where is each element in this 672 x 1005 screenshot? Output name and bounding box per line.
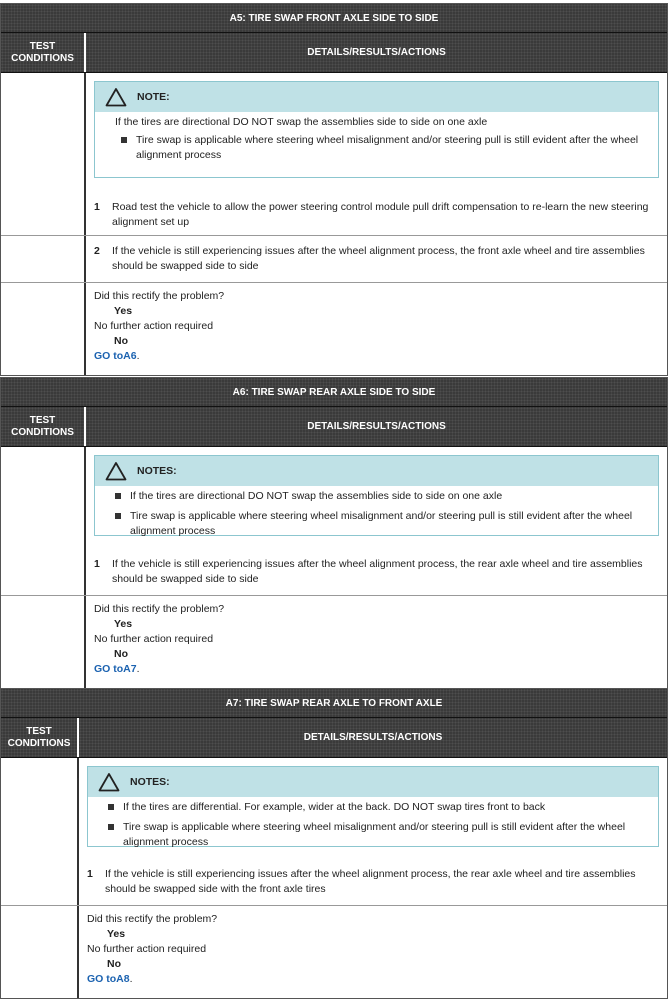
details-header: DETAILS/RESULTS/ACTIONS [303, 732, 443, 743]
test-conditions-header: TEST CONDITIONS [1, 718, 79, 757]
note-header [88, 767, 658, 797]
step-row [1, 447, 667, 596]
column-header-row [1, 33, 667, 73]
test-conditions-cell [1, 236, 86, 282]
column-header-row [1, 407, 667, 447]
step-number: 1 [87, 868, 93, 880]
warning-icon [98, 772, 120, 792]
goto-a7-link[interactable]: GO toA7 [94, 663, 137, 675]
yes-action: No further action required [87, 943, 207, 955]
note-bullet-text: If the tires are differential. For example, wider at the back. DO NOT swap tires front to back [123, 801, 546, 813]
test-conditions-cell [1, 906, 79, 998]
step-row [1, 73, 667, 236]
details-cell [86, 236, 667, 282]
note-title: NOTE: [137, 91, 170, 103]
note-bullet [115, 133, 650, 163]
bullet-icon [115, 513, 121, 519]
yes-action: No further action required [94, 320, 214, 332]
test-conditions-header: TEST CONDITIONS [1, 33, 86, 72]
note-text: If the tires are directional DO NOT swap the assemblies side to side on one axle [115, 116, 488, 128]
period: . [129, 973, 133, 985]
warning-icon [105, 87, 127, 107]
test-conditions-cell [1, 758, 79, 905]
section-a7 [0, 688, 668, 999]
note-bullet [108, 800, 650, 815]
step-text: Road test the vehicle to allow the power steering control module pull drift compensation to re-learn the new steering alignment set up [112, 201, 649, 228]
result-row [1, 906, 667, 998]
bullet-icon [108, 824, 114, 830]
note-bullet-text: If the tires are directional DO NOT swap the assemblies side to side on one axle [130, 490, 503, 502]
note-bullet-text: Tire swap is applicable where steering wheel misalignment and/or steering pull is still evident after the wheel alignment process [123, 821, 626, 848]
bullet-icon [115, 493, 121, 499]
warning-icon [105, 461, 127, 481]
question-text: Did this rectify the problem? [94, 603, 225, 615]
column-header-row [1, 718, 667, 758]
yes-label: Yes [107, 928, 126, 940]
details-cell [86, 447, 667, 595]
no-label: No [114, 648, 128, 660]
note-header [95, 456, 658, 486]
step-item [94, 557, 659, 587]
step-item [94, 200, 659, 230]
period: . [136, 663, 140, 675]
test-conditions-cell [1, 283, 86, 375]
step-item [94, 244, 659, 274]
no-label: No [114, 335, 128, 347]
test-conditions-cell [1, 73, 86, 235]
details-cell [86, 596, 667, 688]
step-number: 1 [94, 558, 100, 570]
note-header [95, 82, 658, 112]
yes-label: Yes [114, 305, 133, 317]
details-cell [86, 283, 667, 375]
note-bullet [115, 489, 650, 504]
bullet-icon [121, 137, 127, 143]
step-number: 1 [94, 201, 100, 213]
question-text: Did this rectify the problem? [94, 290, 225, 302]
note-box [94, 81, 659, 178]
goto-a6-link[interactable]: GO toA6 [94, 350, 137, 362]
step-item [87, 867, 659, 897]
result-row [1, 596, 667, 688]
note-bullet [115, 509, 650, 539]
section-title: A5: TIRE SWAP FRONT AXLE SIDE TO SIDE [1, 4, 667, 33]
note-bullet-text: Tire swap is applicable where steering wheel misalignment and/or steering pull is still evident after the wheel alignment process [130, 510, 633, 537]
step-number: 2 [94, 245, 100, 257]
result-row [1, 283, 667, 375]
test-conditions-header: TEST CONDITIONS [1, 407, 86, 446]
step-row [1, 758, 667, 906]
step-text: If the vehicle is still experiencing issues after the wheel alignment process, the rear axle wheel and tire assemblies should be swapped side with the front axle tires [105, 868, 636, 895]
note-bullet-text: Tire swap is applicable where steering wheel misalignment and/or steering pull is still evident after the wheel alignment process [136, 134, 639, 161]
details-cell [79, 906, 667, 998]
step-text: If the vehicle is still experiencing issues after the wheel alignment process, the front axle wheel and tire assemblies should be swapped side to side [112, 245, 645, 272]
yes-action: No further action required [94, 633, 214, 645]
details-header: DETAILS/RESULTS/ACTIONS [307, 421, 446, 432]
test-conditions-cell [1, 596, 86, 688]
details-cell [79, 758, 667, 905]
question-text: Did this rectify the problem? [87, 913, 218, 925]
section-a5 [0, 3, 668, 376]
step-text: If the vehicle is still experiencing issues after the wheel alignment process, the rear axle wheel and tire assemblies should be swapped side to side [112, 558, 643, 585]
details-header: DETAILS/RESULTS/ACTIONS [307, 47, 446, 58]
goto-a8-link[interactable]: GO toA8 [87, 973, 130, 985]
period: . [136, 350, 140, 362]
no-label: No [107, 958, 121, 970]
note-box [94, 455, 659, 536]
note-box [87, 766, 659, 847]
step-row [1, 236, 667, 283]
note-bullet [108, 820, 650, 850]
test-conditions-cell [1, 447, 86, 595]
note-title: NOTES: [130, 776, 170, 788]
yes-label: Yes [114, 618, 133, 630]
section-title: A6: TIRE SWAP REAR AXLE SIDE TO SIDE [1, 378, 667, 407]
note-title: NOTES: [137, 465, 177, 477]
section-title: A7: TIRE SWAP REAR AXLE TO FRONT AXLE [1, 689, 667, 718]
bullet-icon [108, 804, 114, 810]
section-a6 [0, 377, 668, 689]
details-cell [86, 73, 667, 235]
